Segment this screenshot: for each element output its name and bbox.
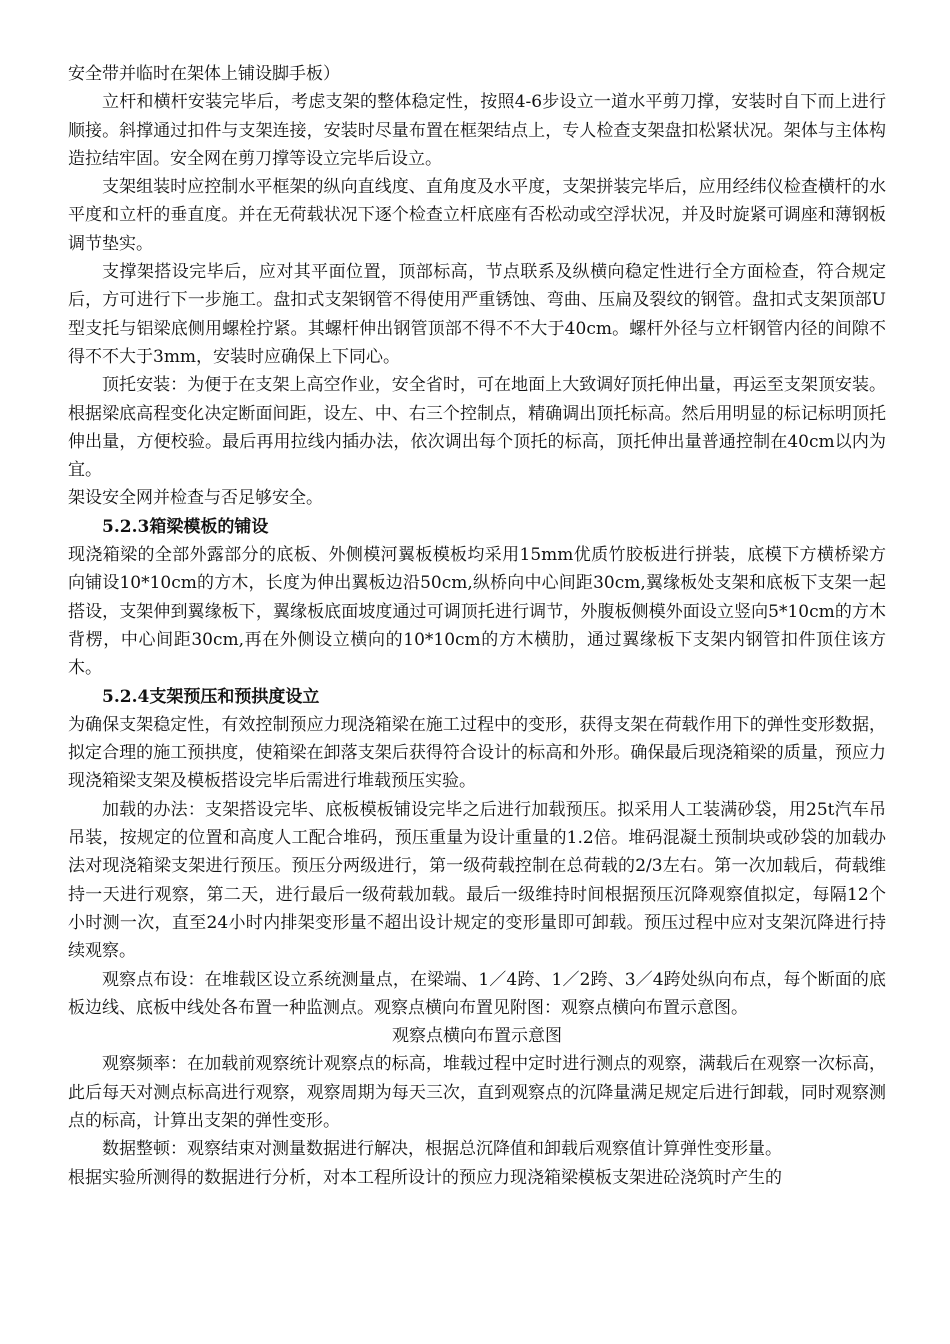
paragraph-support-inspection: 支撑架搭设完毕后，应对其平面位置，顶部标高，节点联系及纵横向稳定性进行全方面检查，符合规定后，方可进行下一步施工。盘扣式支架钢管不得使用严重锈蚀、弯曲、压扁及裂纹的钢管。盘扣式支架顶部U型支托与铝梁底侧用螺栓拧紧。其螺杆伸出钢管顶部不得不不大于40cm。螺杆外径与立杆钢管内径的间隙不得不不大于3mm，安装时应确保上下同心。: [68, 262, 886, 367]
paragraph-data-processing: 数据整顿：观察结束对测量数据进行解决，根据总沉降值和卸载后观察值计算弹性变形量。: [102, 1139, 782, 1160]
paragraph-observation-points: 观察点布设：在堆载区设立系统测量点，在梁端、1／4跨、1／2跨、3／4跨处纵向布点，每个断面的底板边线、底板中线处各布置一种监测点。观察点横向布置见附图：观察点横向布置示意图。: [68, 969, 886, 1018]
paragraph-formwork-laying: 现浇箱梁的全部外露部分的底板、外侧模河翼板模板均采用15mm优质竹胶板进行拼装，底模下方横桥梁方向铺设10*10cm的方木，长度为伸出翼板边沿50cm,纵桥向中心间距30cm,翼缘板处支架和底板下支架一起搭设，支架伸到翼缘板下，翼缘板底面坡度通过可调顶托进行调节，外腹板侧模外面设立竖向5*10cm的方木背楞，中心间距30cm,再在外侧设立横向的10*10cm的方木横肋，通过翼缘板下支架内钢管扣件顶住该方木。: [68, 545, 886, 679]
paragraph-safety-belt: 安全带并临时在架体上铺设脚手板）: [68, 64, 340, 84]
section-heading-formwork: 5.2.3箱梁模板的铺设: [102, 516, 269, 537]
paragraph-analysis: 根据实验所测得的数据进行分析，对本工程所设计的预应力现浇箱梁模板支架进砼浇筑时产生的: [68, 1167, 782, 1188]
paragraph-loading-method: 加载的办法：支架搭设完毕、底板模板铺设完毕之后进行加载预压。拟采用人工装满砂袋，用25t汽车吊吊装，按规定的位置和高度人工配合堆码，预压重量为设计重量的1.2倍。堆码混凝土预制块或砂袋的加载办法对现浇箱梁支架进行预压。预压分两级进行，第一级荷载控制在总荷载的2/3左右。第一次加载后，荷载维持一天进行观察，第二天，进行最后一级荷载加载。最后一级维持时间根据预压沉降观察值拟定，每隔12个小时测一次，直至24小时内排架变形量不超出设计规定的变形量即可卸载。预压过程中应对支架沉降进行持续观察。: [68, 799, 886, 962]
section-heading-preloading: 5.2.4支架预压和预拱度设立: [102, 686, 320, 707]
paragraph-preloading-purpose: 为确保支架稳定性，有效控制预应力现浇箱梁在施工过程中的变形，获得支架在荷载作用下的弹性变形数据，拟定合理的施工预拱度，使箱梁在卸落支架后获得符合设计的标高和外形。确保最后现浇箱梁的质量，预应力现浇箱梁支架及模板搭设完毕后需进行堆载预压实验。: [68, 714, 886, 792]
document-page: [68, 60, 886, 1192]
paragraph-safety-net: 架设安全网并检查与否足够安全。: [68, 488, 323, 509]
paragraph-frame-assembly: 支架组装时应控制水平框架的纵向直线度、直角度及水平度，支架拼装完毕后，应用经纬仪检查横杆的水平度和立杆的垂直度。并在无荷载状况下逐个检查立杆底座有否松动或空浮状况，并及时旋紧可调座和薄钢板调节垫实。: [68, 177, 886, 254]
paragraph-jack-installation: 顶托安装：为便于在支架上高空作业，安全省时，可在地面上大致调好顶托伸出量，再运至支架顶安装。根据梁底高程变化决定断面间距，设左、中、右三个控制点，精确调出顶托标高。然后用明显的标记标明顶托伸出量，方便校验。最后再用拉线内插办法，依次调出每个顶托的标高，顶托伸出量普通控制在40cm以内为宜。: [68, 375, 886, 481]
figure-caption: 观察点横向布置示意图: [392, 1026, 562, 1047]
paragraph-scissor-brace: 立杆和横杆安装完毕后，考虑支架的整体稳定性，按照4-6步设立一道水平剪刀撑，安装时自下而上进行顺接。斜撑通过扣件与支架连接，安装时尽量布置在框架结点上，专人检查支架盘扣松紧状况。架体与主体构造拉结牢固。安全网在剪刀撑等设立完毕后设立。: [68, 92, 886, 169]
paragraph-observation-frequency: 观察频率：在加载前观察统计观察点的标高，堆载过程中定时进行测点的观察，满载后在观察一次标高，此后每天对测点标高进行观察，观察周期为每天三次，直到观察点的沉降量满足规定后进行卸载，同时观察测点的标高，计算出支架的弹性变形。: [68, 1054, 886, 1131]
